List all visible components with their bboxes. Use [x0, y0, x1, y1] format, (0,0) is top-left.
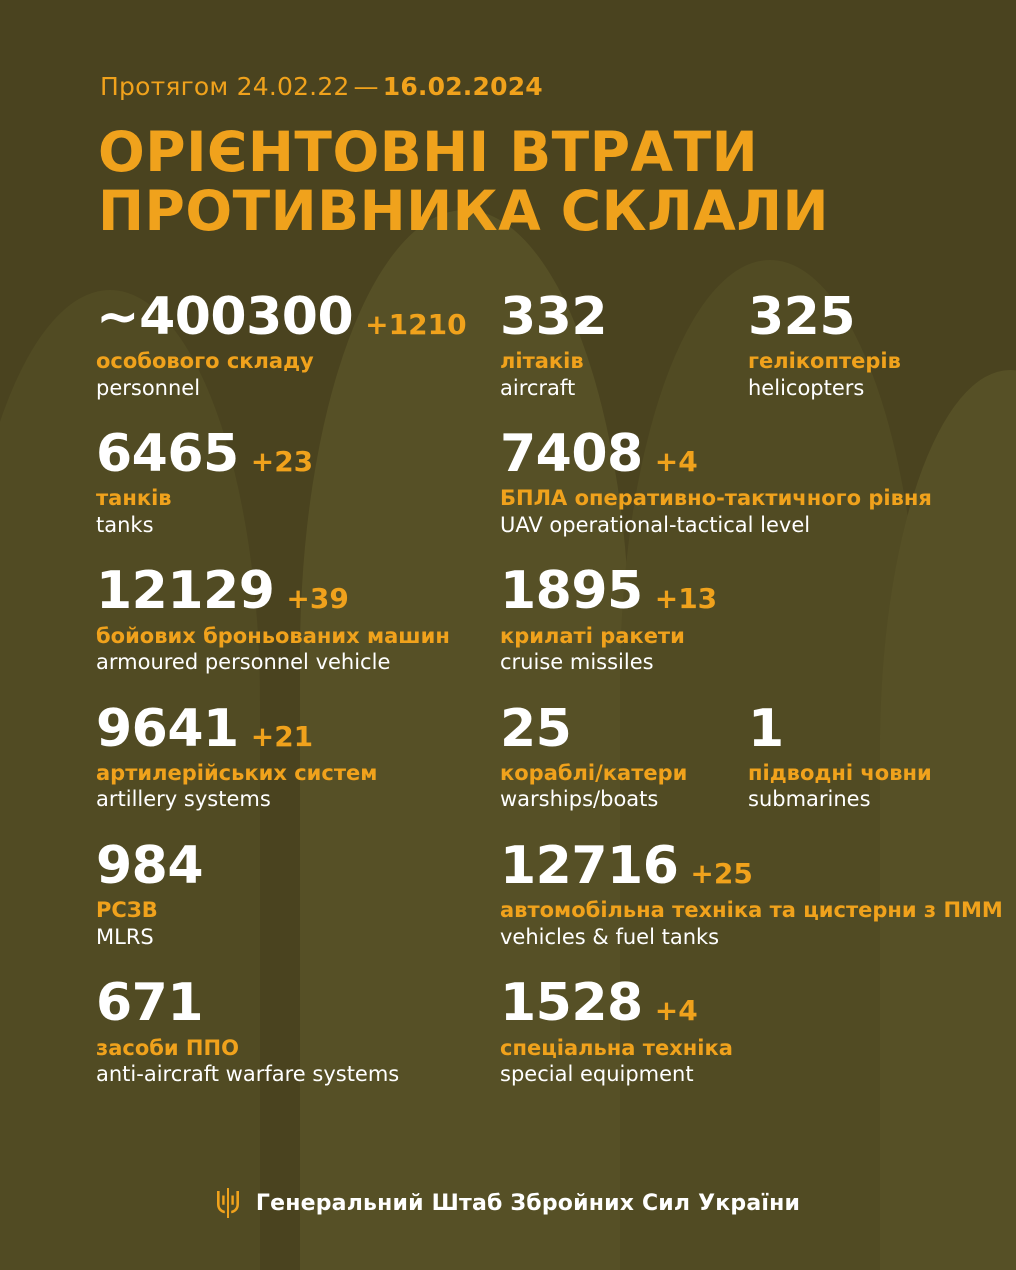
- stat-value-line: [96, 424, 500, 485]
- page-title: [98, 120, 956, 244]
- stat-label-ua: гелікоптерів: [748, 348, 901, 373]
- stat-value: 7408: [500, 424, 643, 485]
- stat-value-line: [96, 561, 500, 622]
- stat-mlrs: [96, 836, 500, 950]
- footer: [0, 1188, 1016, 1218]
- stat-value-line: [500, 424, 956, 485]
- stat-vehicles-fuel-tanks: [500, 836, 1003, 950]
- stat-label-en: vehicles & fuel tanks: [500, 924, 720, 949]
- page-title-line2: ПРОТИВНИКА СКЛАЛИ: [98, 179, 830, 244]
- stat-value-line: [96, 698, 500, 759]
- stat-label-en: MLRS: [96, 924, 154, 949]
- stat-armoured-personnel-vehicle: [96, 561, 500, 675]
- date-range-to: 16.02.2024: [382, 72, 543, 101]
- stat-delta: +39: [286, 582, 349, 616]
- stat-value: 984: [96, 836, 204, 897]
- stat-value: 9641: [96, 698, 239, 759]
- stat-label-en: anti-aircraft warfare systems: [96, 1062, 400, 1087]
- stat-label-ua: крилаті ракети: [500, 623, 685, 648]
- stat-uav: [500, 424, 956, 538]
- stat-label-en: special equipment: [500, 1062, 694, 1087]
- date-range-from: Протягом 24.02.22: [100, 72, 350, 101]
- stat-value-line: [500, 561, 956, 622]
- stat-value-line: [748, 698, 956, 759]
- stat-value-line: [748, 286, 956, 347]
- stat-label-en: cruise missiles: [500, 650, 654, 675]
- stat-delta: +4: [654, 445, 698, 479]
- stats-row: [96, 973, 956, 1087]
- stat-value: 12716: [500, 836, 679, 897]
- stat-value-line: [96, 286, 500, 347]
- stat-delta: +21: [250, 719, 314, 753]
- stat-label-ua: БПЛА оперативно-тактичного рівня: [500, 486, 932, 511]
- stat-label-ua: артилерійських систем: [96, 760, 378, 785]
- stat-label-en: personnel: [96, 375, 201, 400]
- stat-value: 671: [96, 973, 204, 1034]
- footer-text: Генеральний Штаб Збройних Сил України: [255, 1190, 801, 1216]
- stat-label-ua: особового складу: [96, 348, 314, 373]
- stat-delta: +25: [690, 857, 753, 891]
- stat-warships-boats: [500, 698, 748, 813]
- stats-row: [96, 836, 1003, 950]
- stat-submarines: [748, 698, 956, 813]
- stat-label-en: artillery systems: [96, 787, 271, 812]
- stat-label-en: helicopters: [748, 375, 865, 400]
- stat-aircraft: [500, 286, 748, 401]
- stat-cruise-missiles: [500, 561, 956, 675]
- stat-value: 6465: [96, 424, 239, 485]
- stat-value: 12129: [96, 561, 275, 622]
- stat-label-en: submarines: [748, 787, 871, 812]
- stat-label-ua: танків: [96, 486, 172, 511]
- stat-label-ua: кораблі/катери: [500, 760, 688, 785]
- stat-value: 1895: [500, 561, 643, 622]
- stat-value-line: [500, 698, 748, 759]
- stat-label-en: aircraft: [500, 375, 576, 400]
- stat-artillery-systems: [96, 698, 500, 813]
- stat-personnel: [96, 286, 500, 401]
- stat-label-en: armoured personnel vehicle: [96, 650, 391, 675]
- stat-delta: +1210: [365, 307, 467, 341]
- stat-label-en: tanks: [96, 512, 154, 537]
- stat-value: 1528: [500, 973, 643, 1034]
- stat-delta: +13: [654, 582, 718, 616]
- stat-value: 325: [748, 286, 856, 347]
- stat-value: 25: [500, 698, 572, 759]
- stats-row: [96, 561, 956, 675]
- stat-delta: +23: [250, 445, 314, 479]
- stat-tanks: [96, 424, 500, 538]
- stat-label-ua: підводні човни: [748, 760, 932, 785]
- stat-anti-aircraft-warfare-systems: [96, 973, 500, 1087]
- stat-value: 1: [748, 698, 784, 759]
- stat-value-line: [500, 286, 748, 347]
- stats-row: [96, 698, 956, 813]
- stat-special-equipment: [500, 973, 956, 1087]
- page-title-line1: ОРІЄНТОВНІ ВТРАТИ: [98, 120, 759, 184]
- stat-label-ua: спеціальна техніка: [500, 1035, 733, 1060]
- stat-value-line: [500, 836, 1003, 897]
- trident-icon: [216, 1188, 240, 1218]
- date-range-dash: —: [353, 72, 379, 101]
- stat-label-ua: автомобільна техніка та цистерни з ПММ: [500, 898, 1003, 923]
- stat-helicopters: [748, 286, 956, 401]
- stat-label-ua: засоби ППО: [96, 1035, 239, 1060]
- stat-label-ua: РСЗВ: [96, 898, 158, 923]
- stats-row: [96, 286, 956, 401]
- stat-value-line: [96, 836, 500, 897]
- stat-value-line: [500, 973, 956, 1034]
- date-range: [100, 72, 956, 101]
- stats-grid: [96, 286, 1003, 1088]
- stat-delta: +4: [654, 994, 698, 1028]
- stat-value: ~400300: [96, 286, 354, 347]
- stat-label-ua: літаків: [500, 348, 584, 373]
- stat-value: 332: [500, 286, 608, 347]
- stat-label-en: warships/boats: [500, 787, 659, 812]
- stats-row: [96, 424, 956, 538]
- stat-value-line: [96, 973, 500, 1034]
- stat-label-en: UAV operational-tactical level: [500, 512, 811, 537]
- stat-label-ua: бойових броньованих машин: [96, 623, 450, 648]
